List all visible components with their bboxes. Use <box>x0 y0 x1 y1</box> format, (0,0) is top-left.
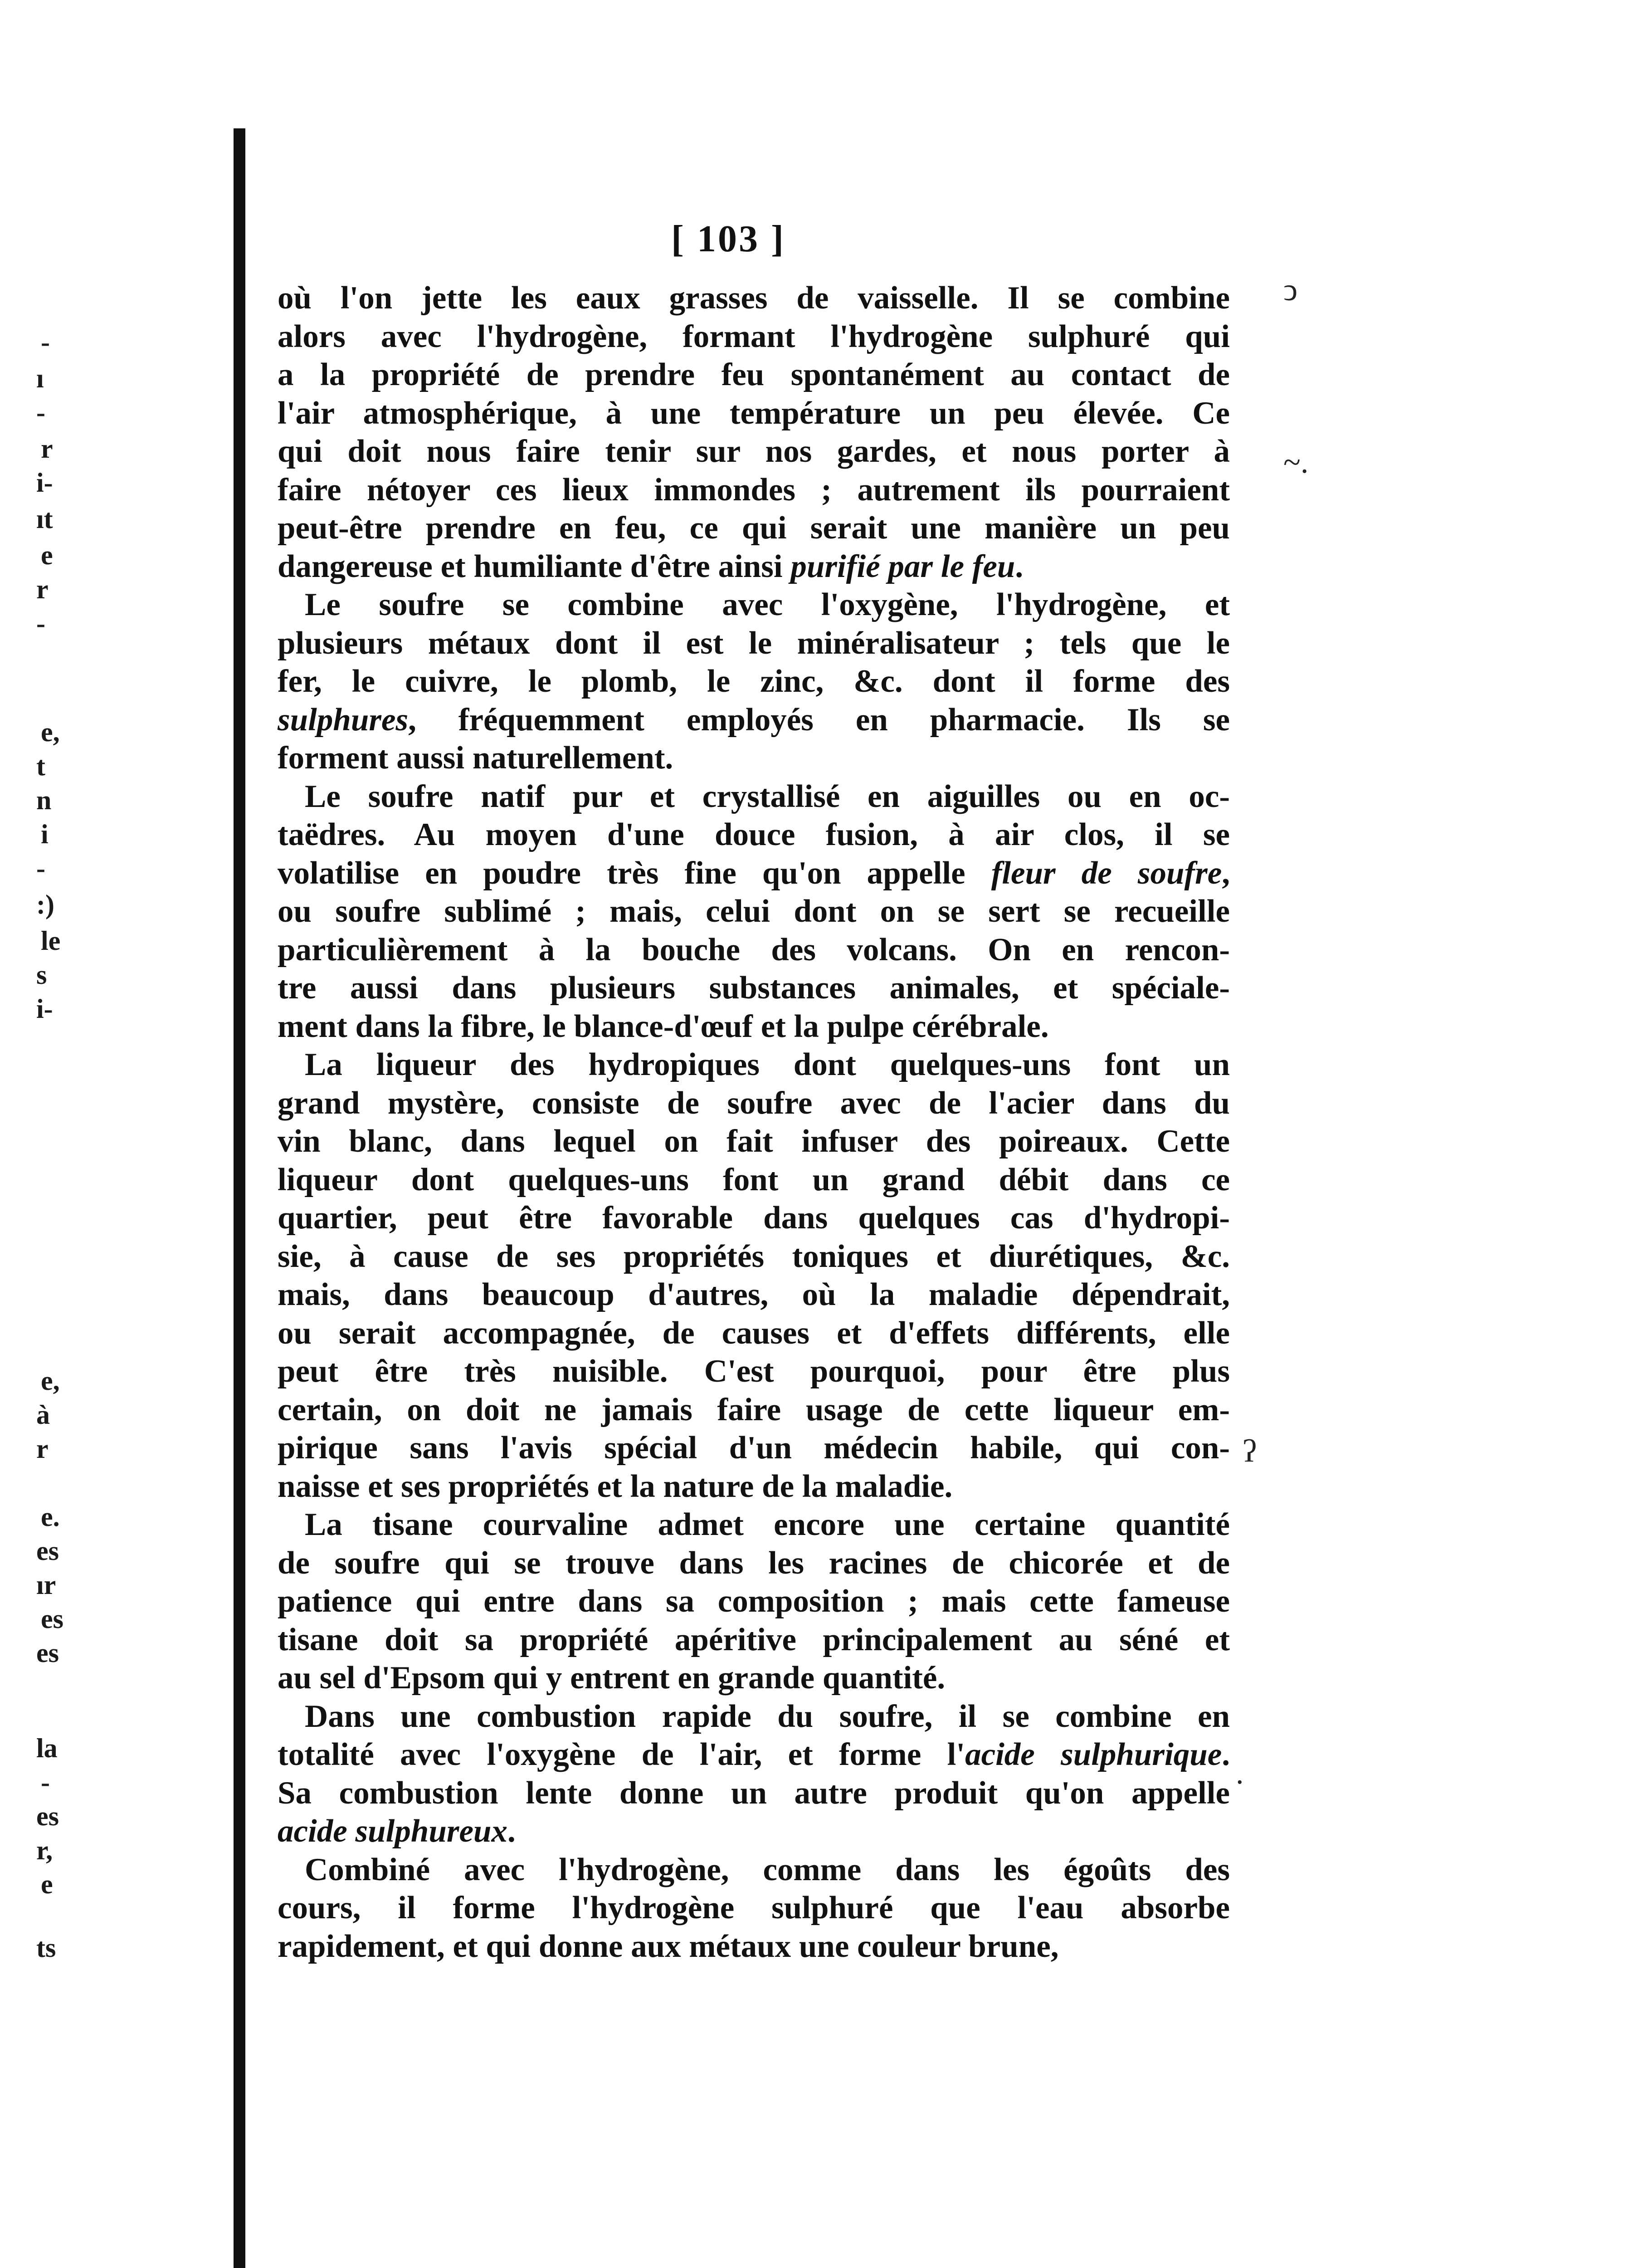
margin-fragment: s <box>36 960 47 990</box>
margin-fragment: e <box>41 540 53 570</box>
paragraph-p6 <box>278 1697 1230 1851</box>
text-line: La liqueur des hydropiques dont quelques-uns font un <box>305 1047 1230 1082</box>
text-line: pirique sans l'avis spécial d'un médecin habile, qui con- <box>278 1430 1230 1466</box>
text-line: de soufre qui se trouve dans les racines de chicorée et de <box>278 1545 1230 1581</box>
margin-fragment: e. <box>41 1502 60 1532</box>
text-line: tre aussi dans plusieurs substances animales, et spéciale- <box>278 970 1230 1006</box>
margin-fragment: ıt <box>36 504 53 534</box>
text-line: fer, le cuivre, le plomb, le zinc, &c. dont il forme des <box>278 664 1230 699</box>
text-line: sulphures, fréquemment employés en pharmacie. Ils se <box>278 702 1230 738</box>
text-line: totalité avec l'oxygène de l'air, et forme l'acide sulphurique. <box>278 1737 1230 1772</box>
margin-fragment: es <box>36 1638 59 1668</box>
italic-term: acide sulphureux <box>278 1813 507 1849</box>
text-line: alors avec l'hydrogène, formant l'hydrogène sulphuré qui <box>278 318 1230 354</box>
text-line: peut-être prendre en feu, ce qui serait une manière un peu <box>278 510 1230 546</box>
margin-fragment: r <box>36 1434 49 1464</box>
text-line: vin blanc, dans lequel on fait infuser des poireaux. Cette <box>278 1124 1230 1159</box>
margin-fragment: t <box>36 751 45 781</box>
text-line: au sel d'Epsom qui y entrent en grande quantité. <box>278 1660 946 1696</box>
body-text <box>278 279 1230 1965</box>
paragraph-p3 <box>278 777 1230 1046</box>
italic-term: fleur de soufre <box>991 855 1222 891</box>
text-line: l'air atmosphérique, à une température un peu élevée. Ce <box>278 395 1230 431</box>
paragraph-p7 <box>278 1851 1230 1966</box>
text-line: sie, à cause de ses propriétés toniques et diurétiques, &c. <box>278 1238 1230 1274</box>
text-line: acide sulphureux. <box>278 1813 516 1849</box>
margin-fragment: e <box>41 1869 53 1899</box>
text-line: tisane doit sa propriété apéritive principalement au séné et <box>278 1622 1230 1657</box>
margin-fragment: es <box>36 1801 59 1831</box>
text-line: ou soufre sublimé ; mais, celui dont on se sert se recueille <box>278 894 1230 929</box>
text-line: certain, on doit ne jamais faire usage de cette liqueur em- <box>278 1392 1230 1427</box>
margin-fragment: i <box>41 819 49 849</box>
page-number: [ 103 ] <box>671 218 785 260</box>
margin-fragment: - <box>36 608 45 638</box>
margin-fragment: - <box>36 853 45 883</box>
paragraph-p1 <box>278 279 1230 586</box>
margin-fragment: es <box>41 1604 63 1634</box>
text-line: où l'on jette les eaux grasses de vaisselle. Il se combine <box>278 280 1230 316</box>
text-line: taëdres. Au moyen d'une douce fusion, à air clos, il se <box>278 817 1230 852</box>
text-line: Le soufre se combine avec l'oxygène, l'hydrogène, et <box>305 587 1230 622</box>
margin-fragment: r, <box>36 1835 53 1865</box>
margin-fragment: ır <box>36 1570 56 1600</box>
text-line: forment aussi naturellement. <box>278 740 673 776</box>
paragraph-p5 <box>278 1505 1230 1697</box>
text-line: rapidement, et qui donne aux métaux une couleur brune, <box>278 1928 1059 1964</box>
text-line: naisse et ses propriétés et la nature de la maladie. <box>278 1468 953 1504</box>
margin-fragment: ts <box>36 1933 56 1963</box>
text-line: patience qui entre dans sa composition ; mais cette fameuse <box>278 1584 1230 1619</box>
margin-mark: ~. <box>1283 445 1309 480</box>
margin-fragment: es <box>36 1536 59 1566</box>
margin-fragment: la <box>36 1733 58 1763</box>
text-line: plusieurs métaux dont il est le minéralisateur ; tels que le <box>278 625 1230 661</box>
margin-fragment: r <box>36 574 49 604</box>
text-line: La tisane courvaline admet encore une certaine quantité <box>305 1507 1230 1542</box>
text-line: volatilise en poudre très fine qu'on appelle fleur de soufre, <box>278 855 1230 891</box>
margin-fragment: à <box>36 1400 50 1430</box>
italic-term: sulphures <box>278 702 409 738</box>
italic-term: purifié par le feu <box>790 548 1015 584</box>
text-line: qui doit nous faire tenir sur nos gardes, et nous porter à <box>278 434 1230 469</box>
text-line: liqueur dont quelques-uns font un grand débit dans ce <box>278 1162 1230 1198</box>
text-line: grand mystère, consiste de soufre avec de l'acier dans du <box>278 1085 1230 1121</box>
text-line: Sa combustion lente donne un autre produit qu'on appelle <box>278 1775 1230 1811</box>
margin-fragment: - <box>41 1767 50 1797</box>
text-line: dangereuse et humiliante d'être ainsi purifié par le feu. <box>278 548 1024 584</box>
margin-fragment: - <box>36 397 45 427</box>
margin-fragment: i- <box>36 468 53 498</box>
italic-term: acide sulphurique <box>965 1737 1222 1772</box>
text-line: ou serait accompagnée, de causes et d'effets différents, elle <box>278 1315 1230 1351</box>
text-line: Le soufre natif pur et crystallisé en aiguilles ou en oc- <box>305 778 1230 814</box>
margin-fragment: :) <box>36 890 54 919</box>
margin-fragment: le <box>41 926 61 956</box>
text-line: faire nétoyer ces lieux immondes ; autrement ils pourraient <box>278 472 1230 508</box>
margin-fragment: r <box>41 434 53 464</box>
text-line: a la propriété de prendre feu spontanément au contact de <box>278 357 1230 392</box>
text-line: ment dans la fibre, le blance-d'œuf et la pulpe cérébrale. <box>278 1008 1049 1044</box>
margin-fragment: ı <box>36 363 44 393</box>
text-line: Combiné avec l'hydrogène, comme dans les égoûts des <box>305 1852 1230 1887</box>
margin-mark: ↄ <box>1283 273 1298 308</box>
margin-fragment: i- <box>36 994 53 1024</box>
text-line: Dans une combustion rapide du soufre, il se combine en <box>305 1698 1230 1734</box>
margin-fragment: e, <box>41 1366 60 1396</box>
margin-mark: ʔ <box>1243 1434 1257 1469</box>
margin-fragment: e, <box>41 717 60 747</box>
text-line: peut être très nuisible. C'est pourquoi, pour être plus <box>278 1354 1230 1389</box>
text-line: particulièrement à la bouche des volcans. On en rencon- <box>278 932 1230 968</box>
text-line: quartier, peut être favorable dans quelques cas d'hydropi- <box>278 1200 1230 1236</box>
margin-fragment: n <box>36 785 52 815</box>
paragraph-p2 <box>278 586 1230 777</box>
margin-mark: . <box>1236 1756 1244 1791</box>
text-line: cours, il forme l'hydrogène sulphuré que l'eau absorbe <box>278 1890 1230 1926</box>
binding-gutter-shadow <box>234 128 245 2268</box>
text-line: mais, dans beaucoup d'autres, où la maladie dépendrait, <box>278 1277 1230 1312</box>
margin-fragment: - <box>41 327 50 357</box>
paragraph-p4 <box>278 1046 1230 1505</box>
